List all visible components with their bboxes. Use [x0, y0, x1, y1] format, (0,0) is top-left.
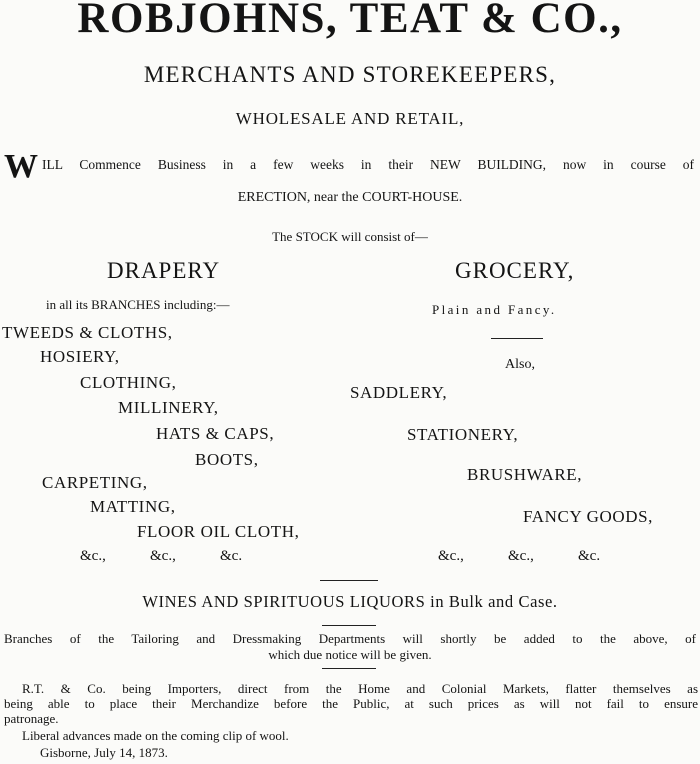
- intro-line-2: ERECTION, near the COURT-HOUSE.: [237, 190, 463, 205]
- grocery-item: BRUSHWARE,: [467, 465, 583, 484]
- tailoring-notice-line-1: Branches of the Tailoring and Dressmaking Departments will shortly be added to the above, of: [4, 631, 696, 646]
- drapery-etc: &c.: [220, 548, 243, 564]
- importers-line-1: R.T. & Co. being Importers, direct from the Home and Colonial Markets, flatter themselves as: [22, 681, 698, 696]
- tailoring-notice-line-2: which due notice will be given.: [268, 647, 432, 662]
- grocery-rule: [491, 338, 543, 339]
- also-label: Also,: [505, 357, 535, 372]
- stock-heading: The STOCK will consist of—: [272, 229, 428, 244]
- wines-line: WINES AND SPIRITUOUS LIQUORS in Bulk and Case.: [142, 592, 558, 611]
- importers-line-2: being able to place their Merchandize before the Public, at such prices as will not fail to ensure: [4, 696, 698, 711]
- drapery-etc: &c.,: [80, 548, 106, 564]
- business-type-subtitle: MERCHANTS AND STOREKEEPERS,: [143, 62, 557, 87]
- section-divider: [322, 625, 376, 626]
- drapery-item: MILLINERY,: [118, 398, 219, 417]
- firm-name-title: ROBJOHNS, TEAT & CO.,: [77, 0, 623, 42]
- grocery-item: FANCY GOODS,: [523, 507, 653, 526]
- grocery-etc: &c.: [578, 548, 601, 564]
- drapery-item: FLOOR OIL CLOTH,: [137, 522, 300, 541]
- drapery-item: CARPETING,: [42, 473, 148, 492]
- drapery-subheading: in all its BRANCHES including:—: [46, 297, 230, 312]
- section-divider: [322, 668, 376, 669]
- drapery-heading: DRAPERY: [107, 258, 221, 283]
- liberal-advances-line: Liberal advances made on the coming clip of wool.: [22, 728, 289, 743]
- grocery-heading: GROCERY,: [455, 258, 575, 283]
- grocery-subheading: Plain and Fancy.: [432, 302, 557, 317]
- importers-line-3: patronage.: [4, 711, 59, 726]
- drapery-item: HOSIERY,: [40, 347, 120, 366]
- section-divider: [320, 580, 378, 581]
- intro-drop-cap: W: [4, 148, 38, 185]
- drapery-etc: &c.,: [150, 548, 176, 564]
- grocery-etc: &c.,: [438, 548, 464, 564]
- drapery-item: BOOTS,: [195, 450, 259, 469]
- drapery-item: CLOTHING,: [80, 373, 177, 392]
- dateline: Gisborne, July 14, 1873.: [40, 745, 168, 760]
- drapery-item: MATTING,: [90, 497, 176, 516]
- intro-line-1: ILL Commence Business in a few weeks in their NEW BUILDING, now in course of: [42, 157, 694, 172]
- trade-type-subtitle: WHOLESALE AND RETAIL,: [235, 109, 465, 128]
- drapery-item: HATS & CAPS,: [156, 424, 275, 443]
- grocery-etc: &c.,: [508, 548, 534, 564]
- grocery-item: STATIONERY,: [407, 425, 519, 444]
- grocery-item: SADDLERY,: [350, 383, 448, 402]
- drapery-item: TWEEDS & CLOTHS,: [2, 323, 173, 342]
